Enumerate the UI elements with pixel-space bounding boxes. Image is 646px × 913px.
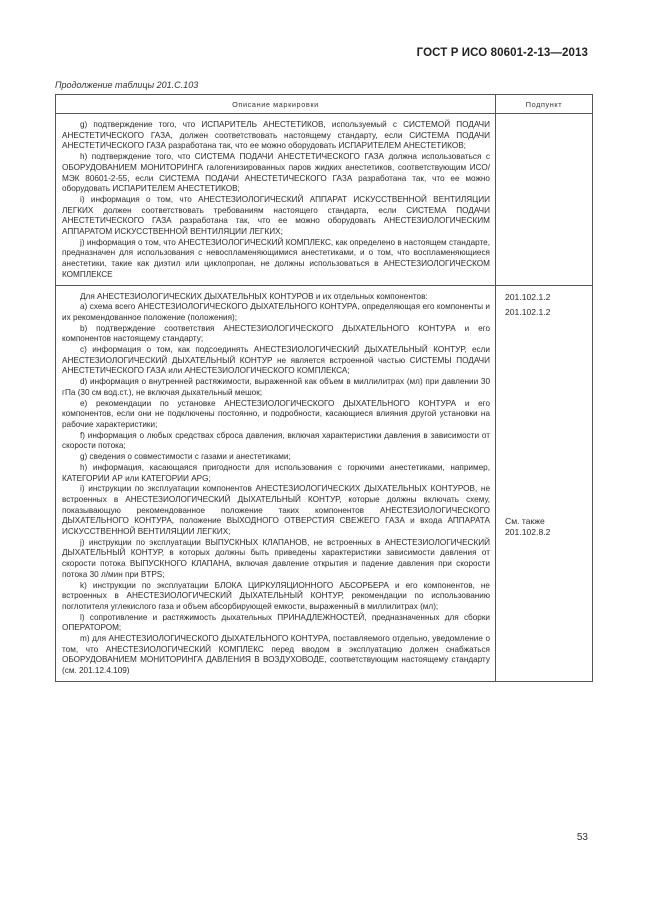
- marking-table: [55, 94, 593, 682]
- subclause-ref: 201.102.1.2: [505, 306, 551, 317]
- list-item: g) сведения о совместимости с газами и анестетиками;: [80, 452, 291, 462]
- list-item: f) информация о любых средствах сброса давления, включая характеристики давления в зависимости от скорости потока;: [62, 430, 490, 451]
- list-item: i) инструкции по эксплуатации компонентов АНЕСТЕЗИОЛОГИЧЕСКИХ ДЫХАТЕЛЬНЫХ КОНТУРОВ, не встроенных в АНЕСТЕЗИОЛОГИЧЕСКИЙ ДЫХАТЕЛЬНЫЙ КОНТУР, которые должны включать схему, показывающую рекомендованное положение таких компонентов АНЕСТЕЗИОЛОГИЧЕСКОГО ДЫХАТЕЛЬНОГО КОНТУРА, положение ВЫХОДНОГО ОТВЕРСТИЯ СВЕЖЕГО ГАЗА и входа АППАРАТА ИСКУССТВЕННОЙ ВЕНТИЛЯЦИИ ЛЕГКИХ;: [62, 484, 490, 537]
- list-item: i) информация о том, что АНЕСТЕЗИОЛОГИЧЕСКИЙ АППАРАТ ИСКУССТВЕННОЙ ВЕНТИЛЯЦИИ ЛЕГКИХ должен соответствовать требованиям настоящего стандарта, если СИСТЕМА ПОДАЧИ АНЕСТЕТИЧЕСКОГО ГАЗА разработана так, что ее можно оборудовать АНЕСТЕЗИОЛОГИЧЕСКИМ АППАРАТОМ ИСКУССТВЕННОЙ ВЕНТИЛЯЦИИ ЛЕГКИХ;: [62, 194, 490, 237]
- list-item: j) информация о том, что АНЕСТЕЗИОЛОГИЧЕСКИЙ КОМПЛЕКС, как определено в настоящем стандарте, предназначен для использования с невоспламеняющимися анестетиками, и о том, что воспламеняющиеся анестетики, такие как диэтил или циклопропан, не должны использоваться в АНЕСТЕЗИОЛОГИЧЕСКОМ КОМПЛЕКСЕ: [62, 237, 490, 279]
- column-header-subclause: Подпункт: [496, 95, 593, 114]
- row1-subclause-cell: [496, 114, 593, 286]
- subclause-ref: 201.102.8.2: [505, 526, 551, 537]
- list-item: l) сопротивление и растяжимость дыхательных ПРИНАДЛЕЖНОСТЕЙ, предназначенных для сборки ОПЕРАТОРОМ;: [62, 612, 490, 633]
- table-row: [56, 285, 593, 681]
- list-item: c) информация о том, как подсоединять АНЕСТЕЗИОЛОГИЧЕСКИЙ ДЫХАТЕЛЬНЫЙ КОНТУР, если АНЕСТЕЗИОЛОГИЧЕСКИЙ ДЫХАТЕЛЬНЫЙ КОНТУР не является встроенной частью СИСТЕМЫ ПОДАЧИ АНЕСТЕТИЧЕСКОГО ГАЗА или АНЕСТЕЗИОЛОГИЧЕСКОГО КОМПЛЕКСА;: [62, 345, 490, 376]
- list-item: e) рекомендации по установке АНЕСТЕЗИОЛОГИЧЕСКОГО ДЫХАТЕЛЬНОГО КОНТУРА и его компонентов, если они не подключены постоянно, и подробности, касающиеся влияния другой установки на рабочие характеристики;: [62, 398, 490, 429]
- subclause-ref: 201.102.1.2: [505, 291, 551, 302]
- document-title: ГОСТ Р ИСО 80601-2-13—2013: [416, 47, 588, 59]
- row2-subclause-cell: [496, 285, 593, 681]
- column-header-description: Описание маркировки: [56, 95, 496, 114]
- list-item: j) инструкции по эксплуатации ВЫПУСКНЫХ КЛАПАНОВ, не встроенных в АНЕСТЕЗИОЛОГИЧЕСКИЙ ДЫХАТЕЛЬНЫЙ КОНТУР, в которых должны быть приведены характеристики зависимости давления от скорости потока ВЫПУСКНОГО КЛАПАНА, включая давление открытия и падение давления при скорости потока 30 л/мин при BTPS;: [62, 537, 490, 579]
- list-item: g) подтверждение того, что ИСПАРИТЕЛЬ АНЕСТЕТИКОВ, используемый с СИСТЕМОЙ ПОДАЧИ АНЕСТЕТИЧЕСКОГО ГАЗА, должен соответствовать настоящему стандарту, если СИСТЕМА ПОДАЧИ АНЕСТЕТИЧЕСКОГО ГАЗА разработана так, что ее можно оборудовать ИСПАРИТЕЛЕМ АНЕСТЕТИКОВ;: [62, 120, 490, 151]
- subclause-see-also: См. также: [505, 515, 545, 526]
- table-caption: Продолжение таблицы 201.С.103: [55, 80, 199, 90]
- list-item: m) для АНЕСТЕЗИОЛОГИЧЕСКОГО ДЫХАТЕЛЬНОГО КОНТУРА, поставляемого отдельно, уведомление о том, что АНЕСТЕЗИОЛОГИЧЕСКИЙ КОМПЛЕКС перед вводом в эксплуатацию должен снабжаться ОБОРУДОВАНИЕМ МОНИТОРИНГА ДАВЛЕНИЯ В ВОЗДУХОВОДЕ, соответствующим настоящему стандарту (см. 201.12.4.109): [62, 634, 490, 676]
- row2-description-cell: [56, 285, 496, 681]
- list-item: h) информация, касающаяся пригодности для использования с горючими анестетиками, например, КАТЕГОРИИ АР или КАТЕГОРИИ АРG;: [62, 462, 490, 483]
- list-item: b) подтверждение соответствия АНЕСТЕЗИОЛОГИЧЕСКОГО ДЫХАТЕЛЬНОГО КОНТУРА и его компонентов настоящему стандарту;: [62, 323, 490, 344]
- list-item: d) информация о внутренней растяжимости, выраженной как объем в миллилитрах (мл) при давлении 30 гПа (30 см вод.ст.), не включая дыхательный мешок;: [62, 377, 490, 397]
- table-header-row: [56, 95, 593, 114]
- table-row: [56, 114, 593, 286]
- list-item: h) подтверждение того, что СИСТЕМА ПОДАЧИ АНЕСТЕТИЧЕСКОГО ГАЗА должна использоваться с ОБОРУДОВАНИЕМ МОНИТОРИНГА галогенизированных паров жидких анестетиков, соответствующим ИСО/МЭК 80601-2-55, если СИСТЕМА ПОДАЧИ АНЕСТЕТИЧЕСКОГО ГАЗА разработана так, что ее можно оборудовать ИСПАРИТЕЛЕМ АНЕСТЕТИКОВ;: [62, 152, 490, 194]
- list-item: Для АНЕСТЕЗИОЛОГИЧЕСКИХ ДЫХАТЕЛЬНЫХ КОНТУРОВ и их отдельных компонентов:: [80, 291, 428, 301]
- list-item: a) схема всего АНЕСТЕЗИОЛОГИЧЕСКОГО ДЫХАТЕЛЬНОГО КОНТУРА, определяющая его компоненты и их рекомендованное положение (положения);: [62, 302, 490, 322]
- list-item: k) инструкции по эксплуатации БЛОКА ЦИРКУЛЯЦИОННОГО АБСОРБЕРА и его компонентов, не встроенных в АНЕСТЕЗИОЛОГИЧЕСКИЙ ДЫХАТЕЛЬНЫЙ КОНТУР, рекомендации по использованию поглотителя углекислого газа и объем абсорбирующей емкости, выраженный в миллилитрах (мл);: [62, 580, 490, 611]
- row1-description-cell: [56, 114, 496, 286]
- page-number: 53: [576, 832, 588, 843]
